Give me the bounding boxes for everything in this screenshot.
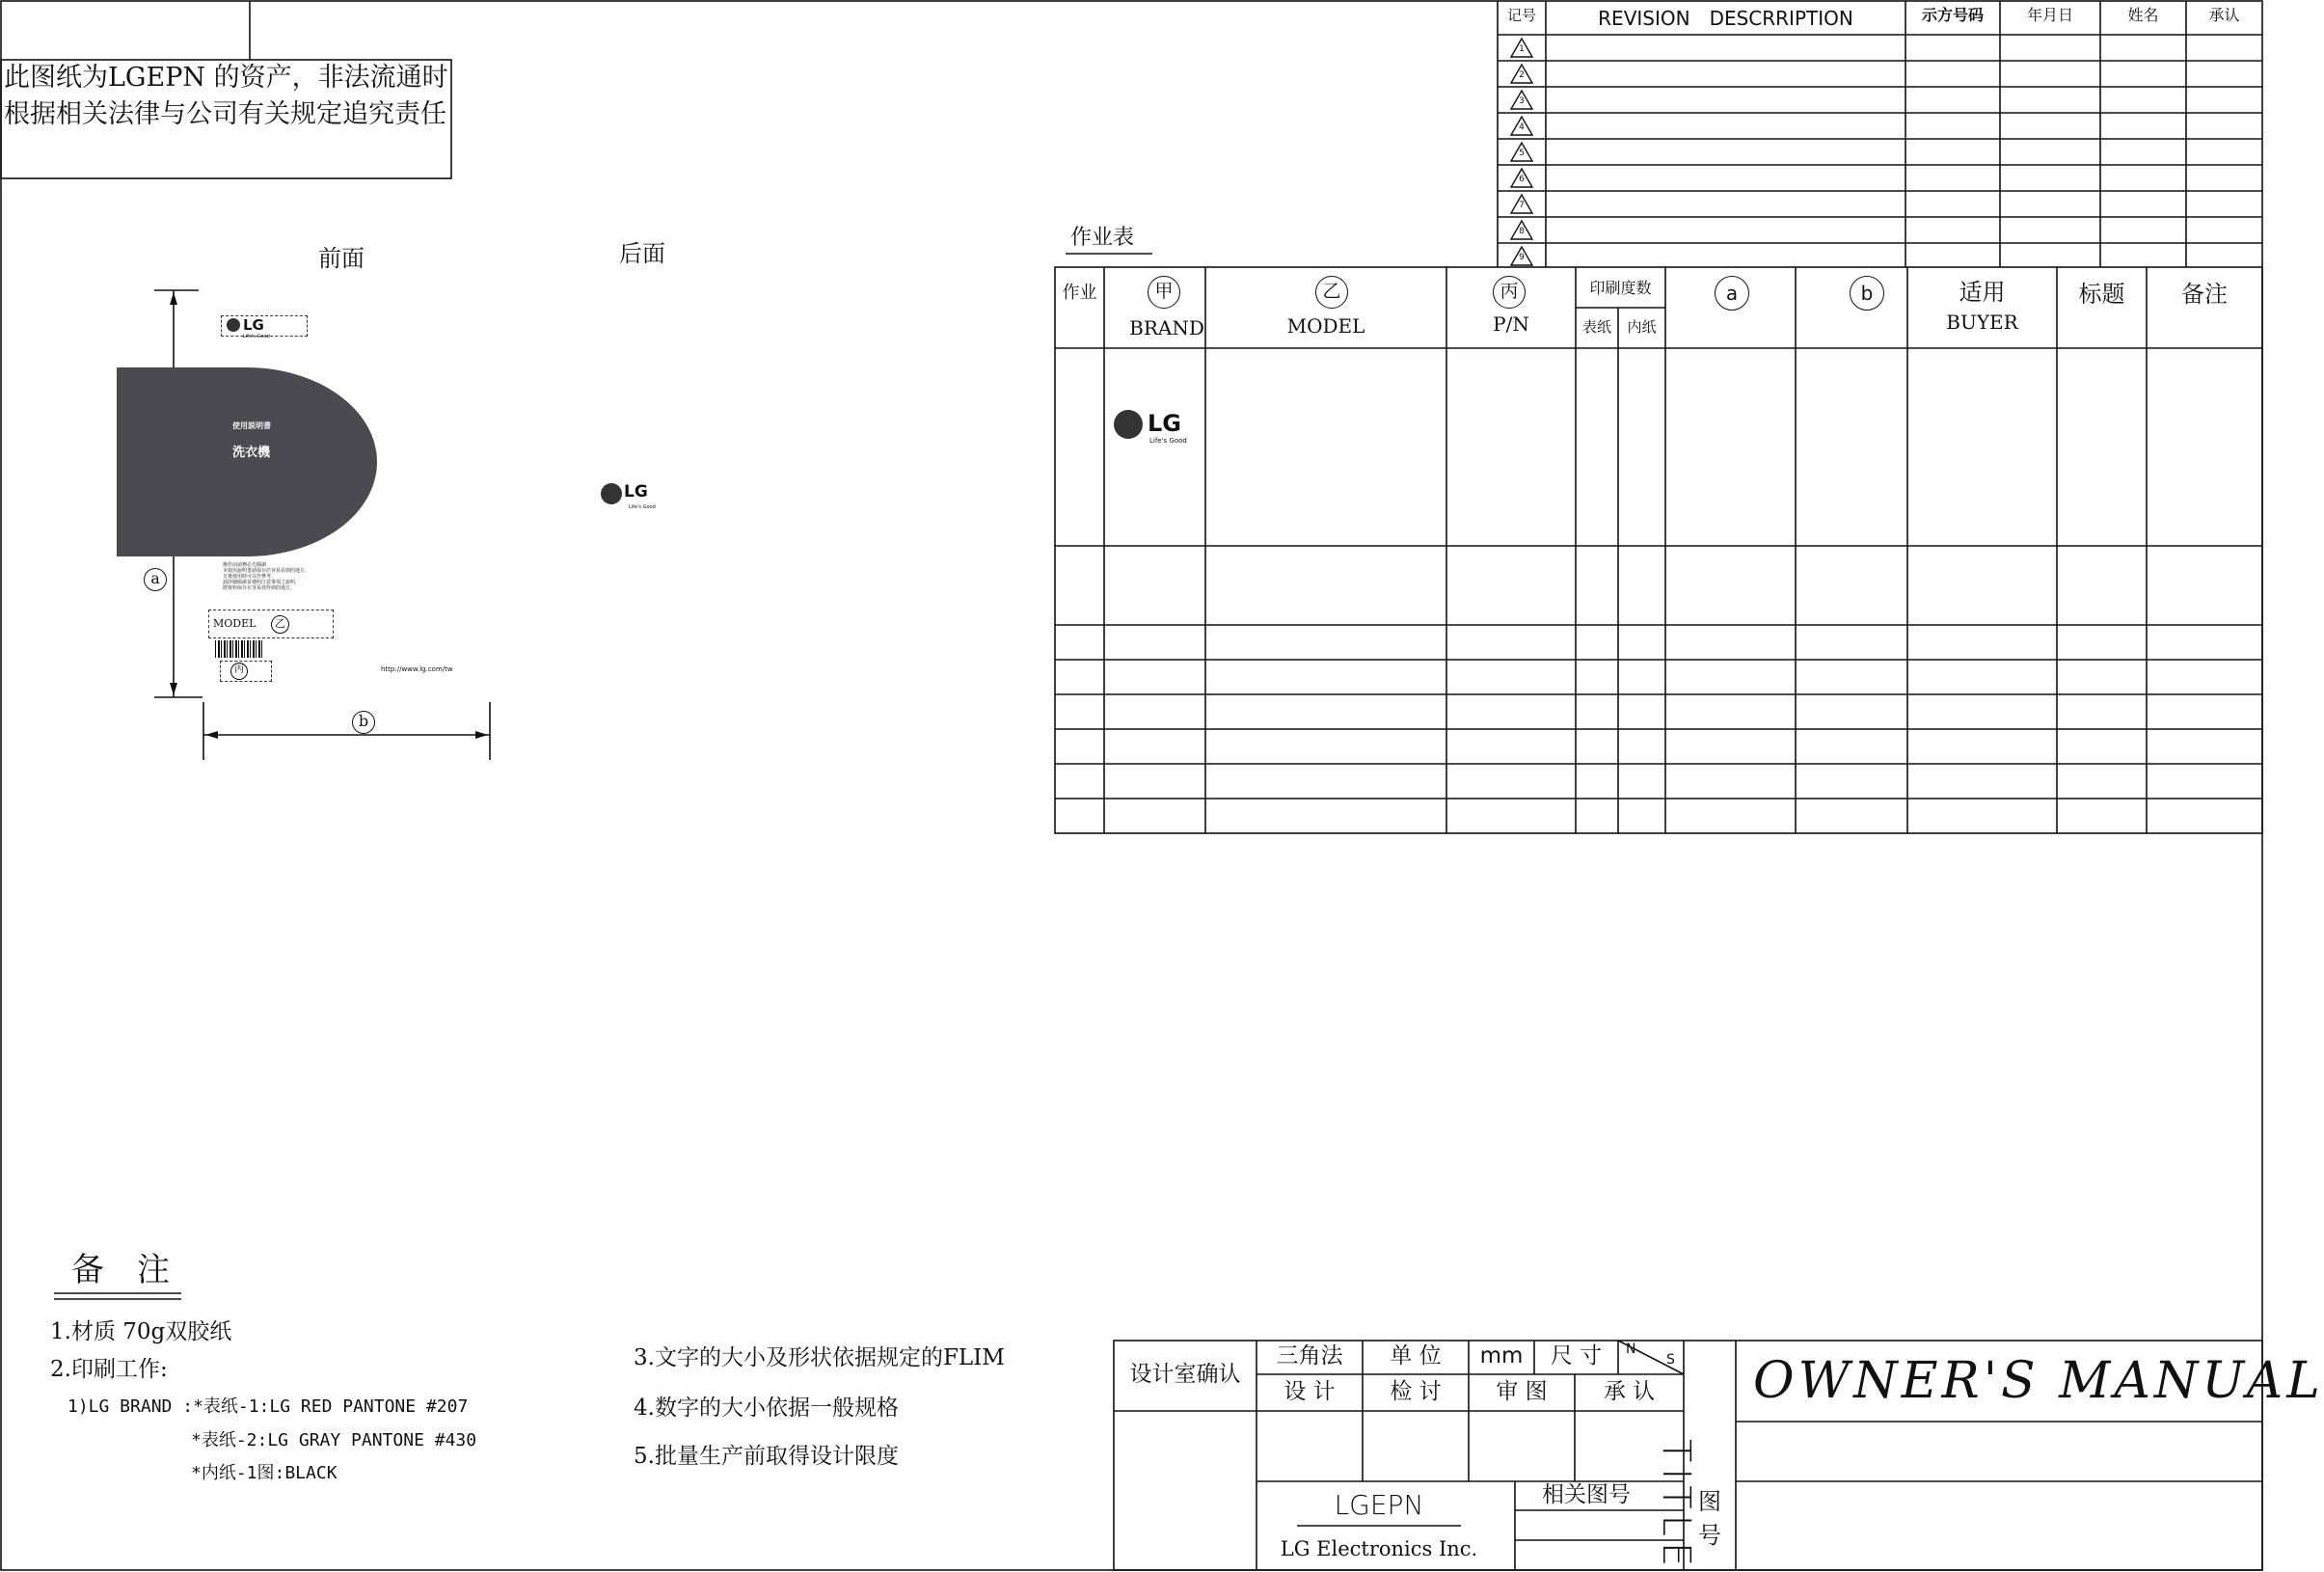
- wt-header-brand: BRAND: [1129, 316, 1204, 339]
- a-mark-circle: [1715, 276, 1749, 311]
- tb-review: 审 图: [1496, 1379, 1548, 1404]
- note-item: 2.印刷工作:: [50, 1357, 168, 1382]
- wt-lg-face-icon: [1114, 410, 1143, 439]
- brand-mark-circle: [1148, 276, 1180, 309]
- tb-drawing-no-2: 号: [1698, 1522, 1721, 1549]
- rev-header-approve: 承认: [2208, 6, 2240, 24]
- front-cover: [203, 290, 490, 697]
- cover-body-text: [223, 562, 310, 591]
- cover-body-line: 將資料保存在容易找得到的地方。: [223, 585, 296, 591]
- tb-design: 设 计: [1284, 1379, 1336, 1404]
- back-lg-face-icon: [601, 483, 622, 504]
- tb-title-vertical: TITLE: [1654, 1439, 1698, 1572]
- tb-unit-value: mm: [1479, 1343, 1524, 1369]
- pn-mark: 丙: [1500, 281, 1519, 302]
- barcode-icon: [215, 640, 263, 658]
- back-view-label: 后面: [619, 240, 665, 267]
- rev-row-number: 3: [1519, 96, 1525, 106]
- dimension-a-letter: a: [150, 569, 160, 587]
- tb-check: 检 讨: [1390, 1379, 1442, 1404]
- tb-company-full: LG Electronics Inc.: [1280, 1537, 1478, 1560]
- back-tagline: Life's Good: [629, 504, 656, 510]
- cover-body-line: 日後使用時可以作參考。: [223, 574, 277, 580]
- notes-heading: 备 注: [71, 1251, 170, 1289]
- dimension-b-marker: [352, 711, 375, 734]
- work-table-title: 作业表: [1070, 226, 1135, 250]
- note-item: 4.数字的大小依据一般规格: [634, 1396, 899, 1421]
- cover-gray-shape: [117, 367, 377, 556]
- pn-marker: [230, 663, 248, 680]
- rev-header-date: 年月日: [2026, 6, 2073, 24]
- note-item: 3.文字的大小及形状依据规定的FLIM: [634, 1345, 1005, 1370]
- cover-manual-type: 使用説明書: [232, 421, 271, 430]
- tb-unit: 单 位: [1390, 1343, 1442, 1369]
- tb-approve: 承 认: [1603, 1379, 1656, 1404]
- rev-row-number: 8: [1519, 227, 1525, 236]
- note-item: 5.批量生产前取得设计限度: [634, 1444, 899, 1469]
- model-mark-circle: [1315, 276, 1348, 309]
- cover-product-name: 洗衣機: [232, 446, 271, 460]
- rev-header-name: 姓名: [2127, 6, 2159, 24]
- tb-size-s: S: [1666, 1352, 1675, 1368]
- tb-company-short: LGEPN: [1334, 1489, 1424, 1521]
- note-item: 1.材质 70g双胶纸: [50, 1319, 232, 1344]
- cover-brand-word: LG: [243, 316, 264, 334]
- rev-header-mark: 记号: [1506, 7, 1536, 24]
- cover-url: http://www.lg.com/tw: [381, 665, 453, 673]
- note-item: 1)LG BRAND :*表纸-1:LG RED PANTONE #207: [68, 1396, 469, 1417]
- dimension-a-marker: [144, 568, 167, 591]
- note-item: *表纸-2:LG GRAY PANTONE #430: [191, 1430, 477, 1450]
- tb-design-confirm: 设计室确认: [1129, 1362, 1241, 1387]
- tb-title: OWNER'S MANUAL: [1753, 1352, 2324, 1410]
- tb-size: 尺 寸: [1550, 1343, 1603, 1369]
- pn-marker-text: 丙: [234, 664, 244, 675]
- pn-mark-circle: [1493, 276, 1526, 309]
- tb-size-n: N: [1626, 1342, 1636, 1357]
- rev-row-number: 5: [1519, 149, 1525, 158]
- rev-row-number: 7: [1519, 201, 1525, 210]
- brand-mark: 甲: [1154, 281, 1174, 302]
- wt-header-work: 作业: [1062, 283, 1097, 303]
- cover-body-line: 請詳細閱讀並遵照注意事項之說明，: [223, 580, 301, 585]
- lg-face-icon: [227, 318, 240, 332]
- b-mark-circle: [1850, 276, 1884, 311]
- rev-row-number: 6: [1519, 175, 1525, 184]
- wt-header-a: a: [1725, 282, 1739, 305]
- wt-brand-word: LG: [1148, 410, 1181, 437]
- wt-header-buyer-cn: 适用: [1959, 279, 2006, 306]
- wt-header-buyer: BUYER: [1946, 311, 2018, 334]
- tb-projection: 三角法: [1276, 1343, 1343, 1369]
- note-item: *内纸-1图:BLACK: [191, 1463, 338, 1483]
- wt-header-b: b: [1860, 282, 1874, 305]
- rev-row-number: 2: [1519, 70, 1525, 80]
- rev-row-number: 9: [1519, 253, 1525, 262]
- rev-header-code: 示方号码: [1921, 6, 1984, 24]
- wt-header-remarks: 备注: [2181, 281, 2228, 308]
- wt-header-print-count: 印刷度数: [1589, 279, 1652, 297]
- cover-model-label: MODEL: [213, 617, 257, 630]
- cover-body-line: 本使用說明書請保存於容易看到的地方，: [223, 568, 311, 574]
- wt-header-pn: P/N: [1493, 312, 1529, 336]
- front-view-label: 前面: [318, 245, 365, 272]
- rev-header-description: REVISION DESCRRIPTION: [1598, 7, 1853, 30]
- back-brand-word: LG: [624, 482, 648, 501]
- rev-row-number: 4: [1519, 122, 1525, 132]
- cover-tagline: Life's Good: [243, 334, 270, 339]
- model-marker: [271, 615, 289, 634]
- dimension-b-letter: b: [358, 712, 369, 730]
- wt-header-title: 标题: [2078, 281, 2125, 308]
- model-mark: 乙: [1322, 281, 1341, 302]
- rev-row-number: 1: [1519, 44, 1525, 54]
- ownership-notice: 此图纸为LGEPN 的资产，非法流通时根据相关法律与公司有关规定追究责任: [4, 63, 448, 129]
- wt-brand-tagline: Life's Good: [1149, 437, 1187, 445]
- tb-drawing-no-1: 图: [1698, 1488, 1721, 1515]
- model-marker-text: 乙: [275, 617, 285, 630]
- cover-body-line: 操作前請務必先閱讀: [223, 562, 267, 568]
- tb-related-drawing: 相关图号: [1542, 1482, 1631, 1507]
- wt-header-model: MODEL: [1286, 314, 1365, 338]
- wt-header-cover-paper: 表纸: [1581, 318, 1611, 336]
- wt-header-inner-paper: 内纸: [1627, 318, 1657, 336]
